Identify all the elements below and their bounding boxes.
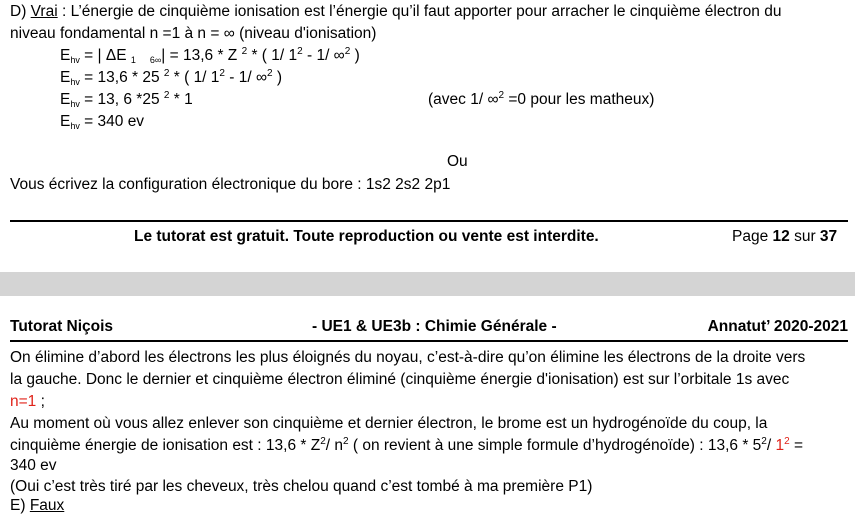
item-d-line2: niveau fondamental n =1 à n = ∞ (niveau d'ionisation) bbox=[10, 25, 377, 42]
eq2-rest: = 13,6 * 25 bbox=[79, 69, 164, 86]
eq2-e: E bbox=[60, 69, 71, 86]
note-a: (avec 1/ ∞ bbox=[428, 91, 499, 108]
header-center: - UE1 & UE3b : Chimie Générale - bbox=[312, 318, 557, 335]
eq4-rest: = 340 ev bbox=[79, 113, 145, 130]
eq1-rest: | = 13,6 * Z bbox=[161, 47, 242, 64]
eq2-tail: * ( 1/ 1 bbox=[169, 69, 220, 86]
eq3-tail: * 1 bbox=[169, 91, 193, 108]
eq1-sup-c: 2 bbox=[344, 46, 351, 57]
eq3-rest: = 13, 6 *25 bbox=[79, 91, 164, 108]
n-equals-1: n=1 bbox=[10, 393, 37, 410]
p5-e: = bbox=[789, 437, 804, 454]
header-left: Tutorat Niçois bbox=[10, 318, 114, 335]
item-d-line1 bbox=[10, 2, 781, 22]
para-line-4: Au moment où vous allez enlever son cinquième et dernier électron, le brome est un hydrogénoïde du coup, la bbox=[10, 415, 768, 432]
header-rule bbox=[10, 340, 848, 342]
item-d-verdict: Vrai bbox=[30, 3, 58, 20]
page-prefix: Page bbox=[732, 228, 773, 245]
p5-d: / bbox=[766, 437, 776, 454]
footer-notice: Le tutorat est gratuit. Toute reproduction ou vente est interdite. bbox=[134, 228, 599, 245]
eq3-sup: 2 bbox=[163, 90, 170, 101]
item-e-line bbox=[10, 496, 64, 516]
para-line-2: la gauche. Donc le dernier et cinquième électron éliminé (cinquième énergie d'ionisation) est sur l’orbitale 1s avec bbox=[10, 371, 790, 388]
eq2-tail2: - 1/ ∞ bbox=[224, 69, 268, 86]
page-bottom bbox=[0, 296, 855, 517]
eq1-sup-b: 2 bbox=[297, 46, 303, 57]
item-d-letter: D) bbox=[10, 3, 31, 20]
para-line-6: 340 ev bbox=[10, 457, 57, 474]
eq2-sup-b: 2 bbox=[219, 68, 225, 79]
eq2-sup-c: 2 bbox=[267, 68, 273, 79]
eq1-mid: = | ΔE bbox=[79, 47, 131, 64]
page-num: 12 bbox=[772, 228, 790, 245]
p5-sup-a: 2 bbox=[320, 436, 326, 447]
eq1-tail2: - 1/ ∞ bbox=[302, 47, 345, 64]
p5-red-sup: 2 bbox=[784, 436, 790, 447]
eq3-e: E bbox=[60, 91, 71, 108]
p3-rest: ; bbox=[36, 393, 45, 410]
eq2-sup-a: 2 bbox=[163, 68, 170, 79]
eq1-sub-2: 6∞ bbox=[149, 55, 162, 65]
page-number bbox=[732, 228, 837, 246]
page-total: 37 bbox=[819, 228, 838, 245]
ou-text: Ou bbox=[447, 153, 468, 170]
footer-rule bbox=[10, 220, 848, 222]
note-sup: 2 bbox=[498, 90, 505, 101]
equation-1 bbox=[60, 46, 360, 66]
para-line-7: (Oui c’est très tiré par les cheveux, très chelou quand c’est tombé à ma première P1) bbox=[10, 478, 593, 495]
eq2-close: ) bbox=[272, 69, 283, 86]
eq1-sub-1: 1 bbox=[130, 55, 136, 65]
bore-config: Vous écrivez la configuration électronique du bore : 1s2 2s2 2p1 bbox=[10, 176, 451, 193]
p5-a: cinquième énergie de ionisation est : 13,6 * Z bbox=[10, 437, 321, 454]
eq1-e: E bbox=[60, 47, 71, 64]
item-e-letter: E) bbox=[10, 497, 30, 514]
para-line-3 bbox=[10, 392, 45, 412]
p5-sup-c: 2 bbox=[761, 436, 767, 447]
item-e-verdict: Faux bbox=[29, 497, 65, 514]
matheux-note bbox=[428, 90, 654, 110]
p5-c: ( on revient à une simple formule d’hydrogénoïde) : 13,6 * 5 bbox=[348, 437, 762, 454]
page-mid: sur bbox=[789, 228, 820, 245]
p5-red-1: 1 bbox=[775, 437, 785, 454]
eq3-sub: hv bbox=[70, 99, 80, 109]
eq1-close: ) bbox=[350, 47, 360, 64]
eq4-e: E bbox=[60, 113, 71, 130]
header-right: Annatut’ 2020-2021 bbox=[707, 318, 848, 335]
p5-sup-b: 2 bbox=[343, 436, 349, 447]
item-d-text: : L’énergie de cinquième ionisation est l’énergie qu’il faut apporter pour arracher le cinquième électron du bbox=[57, 3, 782, 20]
eq2-sub: hv bbox=[70, 77, 80, 87]
note-b: =0 pour les matheux) bbox=[504, 91, 655, 108]
equation-2 bbox=[60, 68, 282, 88]
equation-4 bbox=[60, 112, 144, 132]
para-line-5 bbox=[10, 436, 803, 456]
p5-b: / n bbox=[325, 437, 343, 454]
page-separator bbox=[0, 272, 855, 296]
eq1-sub: hv bbox=[70, 55, 80, 65]
eq4-sub: hv bbox=[70, 121, 80, 131]
para-line-1: On élimine d’abord les électrons les plus éloignés du noyau, c’est-à-dire qu’on élimine les électrons de la droite vers bbox=[10, 349, 806, 366]
equation-3 bbox=[60, 90, 193, 110]
eq1-sup-a: 2 bbox=[241, 46, 248, 57]
eq1-tail: * ( 1/ 1 bbox=[247, 47, 298, 64]
